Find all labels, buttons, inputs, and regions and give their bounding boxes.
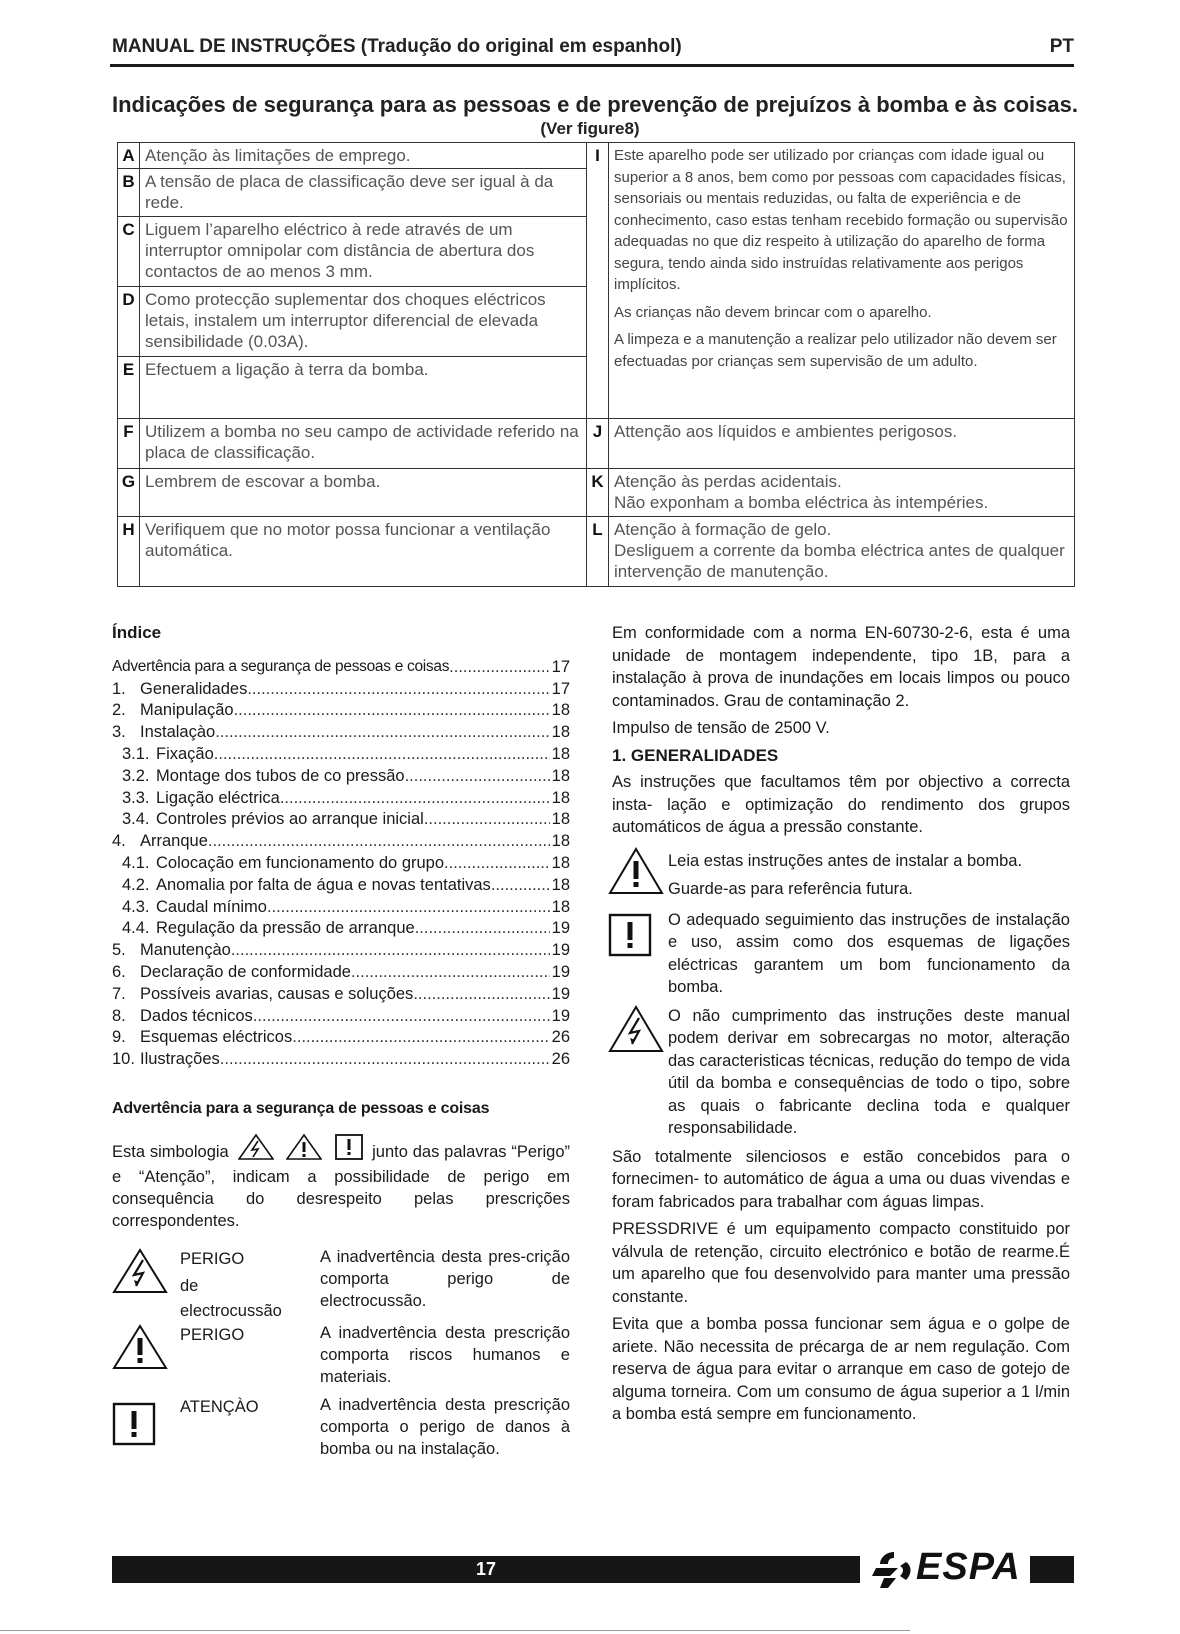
index-page: 18 xyxy=(551,810,570,829)
safety-text-i xyxy=(609,143,1075,419)
index-page: 17 xyxy=(551,657,570,676)
warning-triangle-icon xyxy=(286,1134,322,1166)
index-item xyxy=(112,983,570,1005)
legend-description: A inadvertência desta prescrição comporta o perigo de danos à bomba ou na instalação. xyxy=(320,1396,570,1459)
safety-key: L xyxy=(587,517,609,587)
warning-triangle-icon xyxy=(112,1324,168,1376)
safety-key: I xyxy=(587,143,609,419)
index-item xyxy=(112,896,570,918)
index-label: Esquemas eléctricos xyxy=(140,1028,293,1047)
instructions-paragraph: As instruções que facultamos têm por objectivo a correcta insta- lação e optimização do rendimento dos grupos automáticos de água a pressão constante. xyxy=(612,773,1070,836)
index-item xyxy=(112,852,570,874)
safety-text: Attenção aos líquidos e ambientes perigosos. xyxy=(609,419,1075,469)
header-title: MANUAL DE INSTRUÇÕES (Tradução do original em espanhol) xyxy=(112,36,682,57)
index-label: Ligação eléctrica xyxy=(156,788,280,807)
safety-text: Utilizem a bomba no seu campo de actividade referido na placa de classificação. xyxy=(140,419,587,469)
legend-name-line: electrocussão xyxy=(180,1302,282,1321)
page-number: 17 xyxy=(475,1559,497,1579)
index-leader-dots xyxy=(215,721,549,743)
index-item xyxy=(112,939,570,961)
legend-description: A inadvertência desta pres-crição comporta perigo de electrocussão. xyxy=(320,1248,570,1311)
safety-k-line: Não exponham a bomba eléctrica às intempéries. xyxy=(614,493,989,512)
safety-key: G xyxy=(118,469,140,517)
index-label: Controles prévios ao arranque inicial xyxy=(156,810,424,829)
index-label: Declaração de conformidade xyxy=(140,962,351,981)
safety-l-line: Desliguem a corrente da bomba eléctrica antes de qualquer intervenção de manutenção. xyxy=(614,541,1065,581)
index-number: 5. xyxy=(112,941,126,960)
safety-key: K xyxy=(587,469,609,517)
index-number: 3.4. xyxy=(122,810,150,829)
safety-text: Efectuem a ligação à terra da bomba. xyxy=(140,357,587,419)
index-label: Montage dos tubos de co pressão xyxy=(156,766,405,785)
read-line: Leia estas instruções antes de instalar a bomba. xyxy=(668,851,1023,870)
index-item xyxy=(112,721,570,743)
index-leader-dots xyxy=(405,765,550,787)
safety-text: Atenção às limitações de emprego. xyxy=(140,143,587,169)
warning-heading: Advertência para a segurança de pessoas e coisas xyxy=(112,1100,490,1118)
safety-text: Liguem l’aparelho eléctrico à rede através de um interruptor omnipolar com distância de abertura dos contactos de ao menos 3 mm. xyxy=(140,217,587,287)
index-leader-dots xyxy=(491,874,550,896)
index-leader-dots xyxy=(267,896,550,918)
safety-text-l xyxy=(609,517,1075,587)
index-number: 6. xyxy=(112,962,126,981)
index-label: Generalidades xyxy=(140,679,248,698)
index-number: 3.1. xyxy=(122,744,150,763)
electric-hazard-icon xyxy=(238,1134,274,1166)
legend-name-line: de xyxy=(180,1277,199,1296)
safety-text-k xyxy=(609,469,1075,517)
index-title: Índice xyxy=(112,623,162,642)
impulse-paragraph: Impulso de tensão de 2500 V. xyxy=(612,719,830,737)
index-leader-dots xyxy=(231,939,550,961)
safety-title: Indicações de segurança para as pessoas e de prevenção de prejuízos à bomba e às coisas. xyxy=(112,92,1078,117)
conformity-paragraph: Em conformidade com a norma EN-60730-2-6, esta é uma unidade de montagem independente, tipo 1B, para a instalação à prova de inundações em locais limpos ou pouco contaminados. Grau de contaminação 2. xyxy=(612,624,1070,710)
avoid-paragraph: Evita que a bomba possa funcionar sem água e o golpe de ariete. Não necessita de précarga de ar nem regulação. Com reserva de água para evitar o arranque em caso de gotejo de alguma torneira. Com um consumo de água superior a 1 l/min a bomba está sempre em funcionamento. xyxy=(612,1315,1070,1423)
adequate-note xyxy=(612,909,1070,999)
legend-attention xyxy=(112,1394,570,1484)
legend-name xyxy=(180,1246,310,1322)
safety-i-paragraph: A limpeza e a manutenção a realizar pelo utilizador não devem ser efectuadas por crianças sem supervisão de um adulto. xyxy=(614,331,1057,370)
index-leader-dots xyxy=(280,787,550,809)
index-page: 18 xyxy=(551,788,570,807)
safety-i-paragraph: Este aparelho pode ser utilizado por crianças com idade igual ou superior a 8 anos, bem como por pessoas com capacidades físicas, sensoriais ou mentais reduzidas, ou falta de experiência e de conhecimento, caso estas tenham recebido formação ou supervisão adequadas no que diz respeito à utilização do aparelho de forma segura, tendo ainda sido instruídas relativamente aos perigos implícitos. xyxy=(614,147,1068,293)
safety-key: B xyxy=(118,169,140,217)
index-page: 18 xyxy=(551,853,570,872)
warning-intro-pre: Esta simbologia xyxy=(112,1143,229,1162)
legend-electric xyxy=(112,1246,570,1322)
index-page: 18 xyxy=(551,744,570,763)
page-header xyxy=(112,36,1074,62)
index-item xyxy=(112,1027,570,1049)
index-item xyxy=(112,809,570,831)
legend-name: PERIGO xyxy=(180,1326,245,1345)
index-number: 3. xyxy=(112,723,126,742)
safety-text: Lembrem de escovar a bomba. xyxy=(140,469,587,517)
noncompliance-text: O não cumprimento das instruções deste manual podem derivar em sobrecargas no motor, alteração das caracteristicas técnicas, redução do tempo de vida útil da bomba e consequências de todo o tipo, sobre as quais o fabricante declina toda e qualquer responsabilidade. xyxy=(668,1006,1070,1137)
index-item xyxy=(112,830,570,852)
header-rule xyxy=(110,64,1074,67)
generalities-heading: 1. GENERALIDADES xyxy=(612,745,779,765)
index-number: 4.2. xyxy=(122,875,150,894)
index-item xyxy=(112,961,570,983)
warning-triangle-icon xyxy=(608,847,664,902)
safety-k-line: Atenção às perdas acidentais. xyxy=(614,472,842,491)
index-leader-dots xyxy=(253,1005,550,1027)
index-label: Advertência para a segurança de pessoas e coisas xyxy=(112,657,450,675)
legend-name-line: PERIGO xyxy=(180,1250,245,1269)
index-leader-dots xyxy=(415,917,550,939)
left-column xyxy=(112,622,570,1484)
header-language: PT xyxy=(1049,36,1074,57)
index-label: Fixação xyxy=(156,744,214,763)
index-label: Instalaçào xyxy=(140,723,216,742)
index-label: Anomalia por falta de água e novas tentativas xyxy=(156,875,491,894)
electric-hazard-icon xyxy=(112,1248,168,1300)
index-leader-dots xyxy=(220,1048,550,1070)
attention-box-icon xyxy=(335,1134,363,1166)
index-item xyxy=(112,1048,570,1070)
index-page: 19 xyxy=(551,962,570,981)
index-leader-dots xyxy=(234,699,550,721)
index-leader-dots xyxy=(424,808,550,830)
safety-text: A tensão de placa de classificação deve ser igual à da rede. xyxy=(140,169,587,217)
index-item xyxy=(112,918,570,940)
index-page: 17 xyxy=(551,679,570,698)
index-number: 3.3. xyxy=(122,788,150,807)
safety-key: A xyxy=(118,143,140,169)
safety-key: C xyxy=(118,217,140,287)
legend-name: ATENÇÀO xyxy=(180,1398,259,1417)
index-page: 19 xyxy=(551,919,570,938)
attention-box-icon xyxy=(608,913,654,966)
index-leader-dots xyxy=(292,1026,549,1048)
index-number: 1. xyxy=(112,679,126,698)
index-leader-dots xyxy=(247,678,549,700)
safety-table xyxy=(117,142,1075,587)
index-item xyxy=(112,765,570,787)
index-number: 3.2. xyxy=(122,766,150,785)
adequate-text: O adequado seguimiento das instruções de instalação e uso, assim como dos esquemas de ligações eléctricas garantem um bom funcionamento da bomba. xyxy=(668,910,1070,996)
safety-text: Verifiquem que no motor possa funcionar a ventilação automática. xyxy=(140,517,587,587)
index-number: 8. xyxy=(112,1006,126,1025)
pressdrive-paragraph: PRESSDRIVE é um equipamento compacto constituido por válvula de retenção, circuito electrónico e botão de rearme.É um aparelho que fou desenvolvido para manter uma pressão constante. xyxy=(612,1220,1070,1306)
index-page: 19 xyxy=(551,984,570,1003)
index-item xyxy=(112,874,570,896)
index-number: 4.3. xyxy=(122,897,150,916)
index-label: Colocação em funcionamento do grupo xyxy=(156,853,445,872)
index-page: 18 xyxy=(551,723,570,742)
index-item xyxy=(112,700,570,722)
index-number: 4.1. xyxy=(122,853,150,872)
safety-key: H xyxy=(118,517,140,587)
index-leader-dots xyxy=(444,852,550,874)
index-number: 4. xyxy=(112,832,126,851)
footer-block xyxy=(1030,1556,1074,1583)
legend-description: A inadvertência desta prescrição comporta riscos humanos e materiais. xyxy=(320,1324,570,1387)
bottom-divider xyxy=(0,1630,910,1631)
index-label: Regulação da pressão de arranque xyxy=(156,919,415,938)
index-number: 2. xyxy=(112,701,126,720)
index-item xyxy=(112,787,570,809)
index-item xyxy=(112,656,570,678)
index-item xyxy=(112,678,570,700)
index-page: 18 xyxy=(551,897,570,916)
index-page: 26 xyxy=(551,1028,570,1047)
index-label: Manutençào xyxy=(140,941,231,960)
safety-l-line: Atenção à formação de gelo. xyxy=(614,520,832,539)
index-number: 9. xyxy=(112,1028,126,1047)
index-item xyxy=(112,1005,570,1027)
safety-i-paragraph: As crianças não devem brincar com o aparelho. xyxy=(614,303,932,321)
safety-key: F xyxy=(118,419,140,469)
index-label: Possíveis avarias, causas e soluções xyxy=(140,984,414,1003)
index-page: 18 xyxy=(551,875,570,894)
safety-text: Como protecção suplementar dos choques eléctricos letais, instalem um interruptor diferencial de elevada sensibilidade (0.03A). xyxy=(140,287,587,357)
index-leader-dots xyxy=(351,961,550,983)
read-line: Guarde-as para referência futura. xyxy=(668,879,913,898)
index-page: 18 xyxy=(551,766,570,785)
index-label: Arranque xyxy=(140,832,208,851)
index-label: Dados técnicos xyxy=(140,1006,253,1025)
warning-intro-post: junto das palavras “Perigo” e “Atenção”, indicam a possibilidade de perigo em consequência do desrespeito pelas prescrições correspondentes. xyxy=(112,1143,571,1231)
index-label: Ilustrações xyxy=(140,1050,220,1069)
legend-danger xyxy=(112,1322,570,1394)
index-page: 18 xyxy=(551,701,570,720)
warning-intro xyxy=(112,1134,570,1232)
index-item xyxy=(112,743,570,765)
index-number: 4.4. xyxy=(122,919,150,938)
index-page: 26 xyxy=(551,1050,570,1069)
index-number: 7. xyxy=(112,984,126,1003)
safety-key: D xyxy=(118,287,140,357)
index-label: Manipulação xyxy=(140,701,234,720)
silent-paragraph: São totalmente silenciosos e estão concebidos para o fornecimen- to automático de água a uma ou duas vivendas e foram fabricados para trabalhar com águas limpas. xyxy=(612,1147,1070,1211)
safety-key: J xyxy=(587,419,609,469)
index-leader-dots xyxy=(208,830,550,852)
index-number: 10. xyxy=(112,1050,135,1069)
index-list xyxy=(112,656,570,1070)
electric-hazard-icon xyxy=(608,1005,664,1060)
noncompliance-note xyxy=(612,1005,1070,1140)
safety-key: E xyxy=(118,357,140,419)
index-page: 19 xyxy=(551,1006,570,1025)
index-page: 18 xyxy=(551,832,570,851)
attention-box-icon xyxy=(112,1402,158,1454)
index-leader-dots xyxy=(449,656,549,678)
index-leader-dots xyxy=(413,983,549,1005)
right-column xyxy=(612,622,1070,1431)
read-instructions-note xyxy=(612,847,1070,903)
index-page: 19 xyxy=(551,941,570,960)
figure-reference: (Ver figure8) xyxy=(540,119,640,138)
index-label: Caudal mínimo xyxy=(156,897,267,916)
brand-name: ESPA xyxy=(916,1546,1021,1588)
index-leader-dots xyxy=(214,743,550,765)
